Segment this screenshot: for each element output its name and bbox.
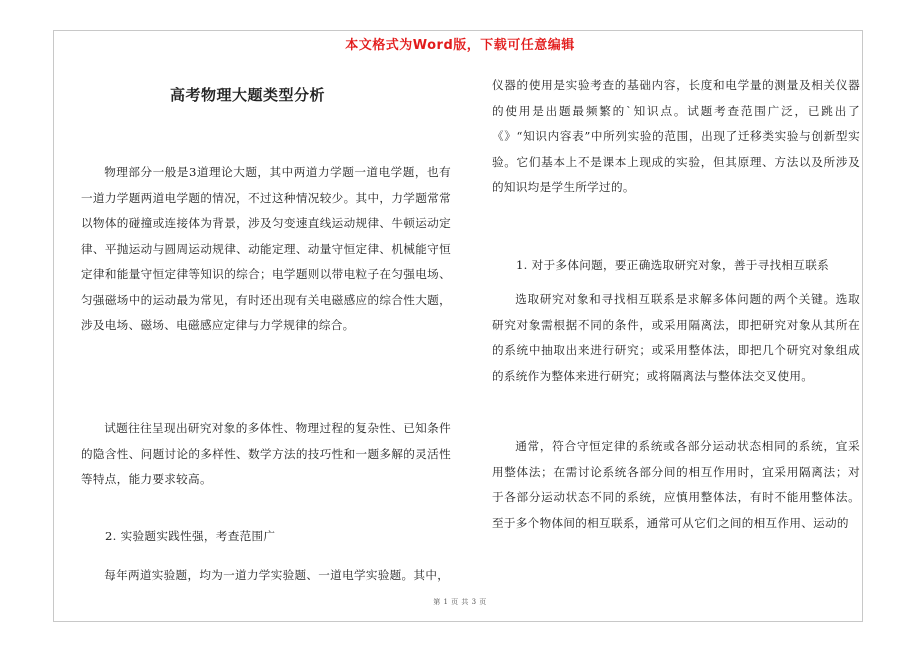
right-heading-1: 1. 对于多体问题，要正确选取研究对象，善于寻找相互联系 [516, 258, 829, 272]
document-title: 高考物理大题类型分析 [170, 86, 326, 104]
watermark-banner: 本文格式为Word版，下载可任意编辑 [345, 38, 575, 53]
left-heading-2: 2. 实验题实践性强，考查范围广 [105, 529, 276, 543]
page-footer: 第 1 页 共 3 页 [433, 598, 487, 606]
right-paragraph-3: 通常，符合守恒定律的系统或各部分运动状态相同的系统，宜采用整体法；在需讨论系统各部分间的相互作用时，宜采用隔离法；对于各部分运动状态不同的系统，应慎用整体法，有时不能用整体法。至于多个物体间的相互联系，通常可从它们之间的相互作用、运动的 [492, 439, 860, 530]
right-paragraph-1: 仪器的使用是实验考查的基础内容，长度和电学量的测量及相关仪器的使用是出题最频繁的`知识点。试题考查范围广泛，已跳出了《》“知识内容表”中所列实验的范围，出现了迁移类实验与创新型实验。它们基本上不是课本上现成的实验，但其原理、方法以及所涉及的知识均是学生所学过的。 [492, 78, 860, 194]
left-paragraph-2: 试题往往呈现出研究对象的多体性、物理过程的复杂性、已知条件的隐含性、问题讨论的多样性、数学方法的技巧性和一题多解的灵活性等特点，能力要求较高。 [81, 421, 451, 486]
left-paragraph-1: 物理部分一般是3道理论大题，其中两道力学题一道电学题，也有一道力学题两道电学题的情况，不过这种情况较少。其中，力学题常常以物体的碰撞或连接体为背景，涉及匀变速直线运动规律、牛顿运动定律、平抛运动与圆周运动规律、动能定理、动量守恒定律、机械能守恒定律和能量守恒定律等知识的综合；电学题则以带电粒子在匀强电场、匀强磁场中的运动最为常见，有时还出现有关电磁感应的综合性大题，涉及电场、磁场、电磁感应定律与力学规律的综合。 [81, 165, 451, 332]
right-paragraph-2: 选取研究对象和寻找相互联系是求解多体问题的两个关键。选取研究对象需根据不同的条件，或采用隔离法，即把研究对象从其所在的系统中抽取出来进行研究；或采用整体法，即把几个研究对象组成的系统作为整体来进行研究；或将隔离法与整体法交叉使用。 [492, 292, 860, 383]
left-paragraph-3: 每年两道实验题，均为一道力学实验题、一道电学实验题。其中， [104, 568, 450, 582]
